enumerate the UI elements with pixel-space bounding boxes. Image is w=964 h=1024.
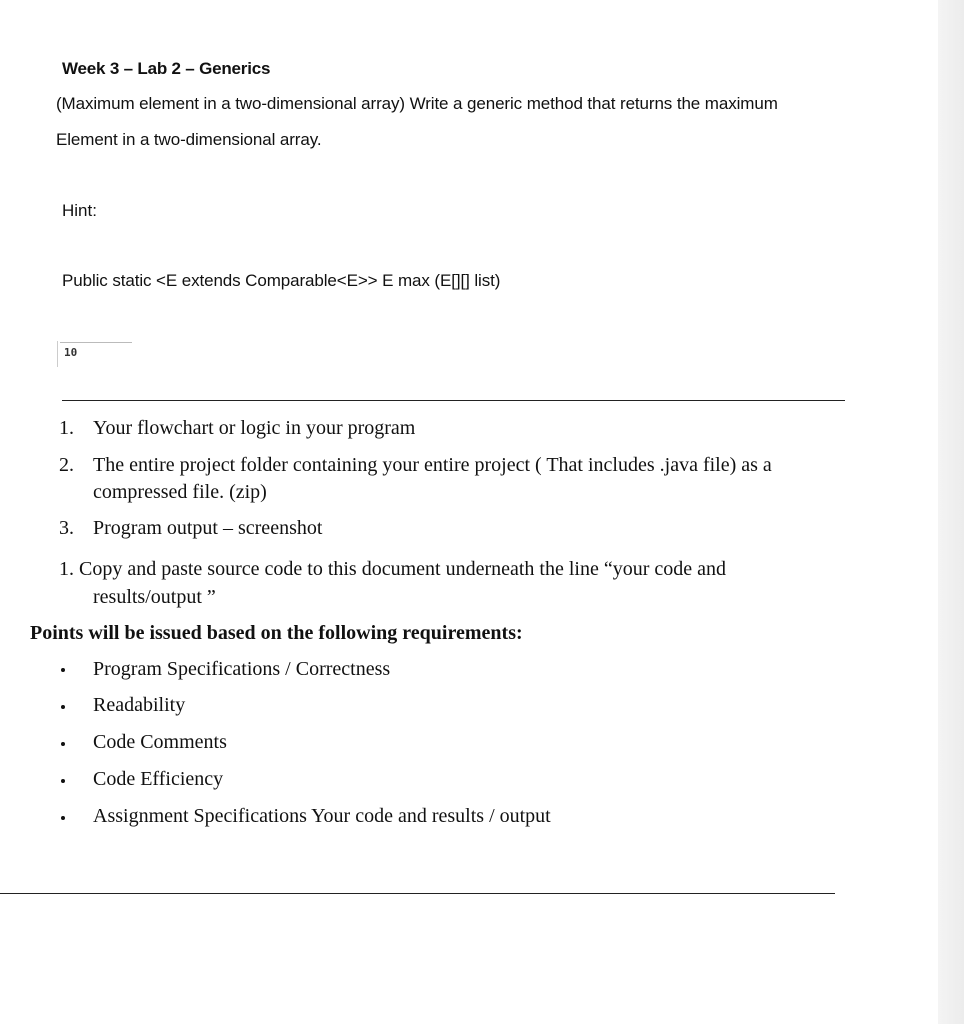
stamp-margin-bar	[57, 341, 58, 367]
deliverable-item: Program output – screenshot	[93, 517, 323, 539]
copy-instruction-line-1: 1. Copy and paste source code to this document underneath the line “your code and	[59, 558, 727, 580]
section-divider	[62, 400, 845, 401]
deliverable-number: 2.	[59, 454, 74, 476]
bullet-icon	[61, 779, 65, 783]
copy-instruction-line-2: results/output ”	[93, 586, 216, 608]
deliverable-item: The entire project folder containing your entire project ( That includes .java file) as a	[93, 454, 772, 476]
requirement-item: Readability	[93, 694, 186, 716]
bullet-icon	[61, 705, 65, 709]
deliverable-item-continuation: compressed file. (zip)	[93, 481, 267, 503]
hint-label: Hint:	[62, 201, 97, 220]
requirement-item: Assignment Specifications Your code and results / output	[93, 805, 551, 827]
requirement-item: Program Specifications / Correctness	[93, 658, 391, 680]
bullet-icon	[61, 668, 65, 672]
bullet-icon	[61, 816, 65, 820]
requirement-item: Code Comments	[93, 731, 227, 753]
stamp-divider	[60, 342, 132, 343]
deliverable-number: 3.	[59, 517, 74, 539]
code-section-divider	[0, 893, 835, 894]
page-stamp: 10	[64, 346, 78, 359]
method-signature: Public static <E extends Comparable<E>> E max (E[][] list)	[62, 271, 501, 290]
document-title: Week 3 – Lab 2 – Generics	[62, 59, 271, 78]
problem-statement-line-1: (Maximum element in a two-dimensional array) Write a generic method that returns the maximum	[56, 94, 778, 113]
problem-statement-line-2: Element in a two-dimensional array.	[56, 130, 322, 149]
deliverable-number: 1.	[59, 417, 74, 439]
page-edge-shadow	[938, 0, 964, 1024]
bullet-icon	[61, 742, 65, 746]
deliverable-item: Your flowchart or logic in your program	[93, 417, 416, 439]
points-heading: Points will be issued based on the following requirements:	[30, 622, 523, 644]
requirement-item: Code Efficiency	[93, 768, 224, 790]
